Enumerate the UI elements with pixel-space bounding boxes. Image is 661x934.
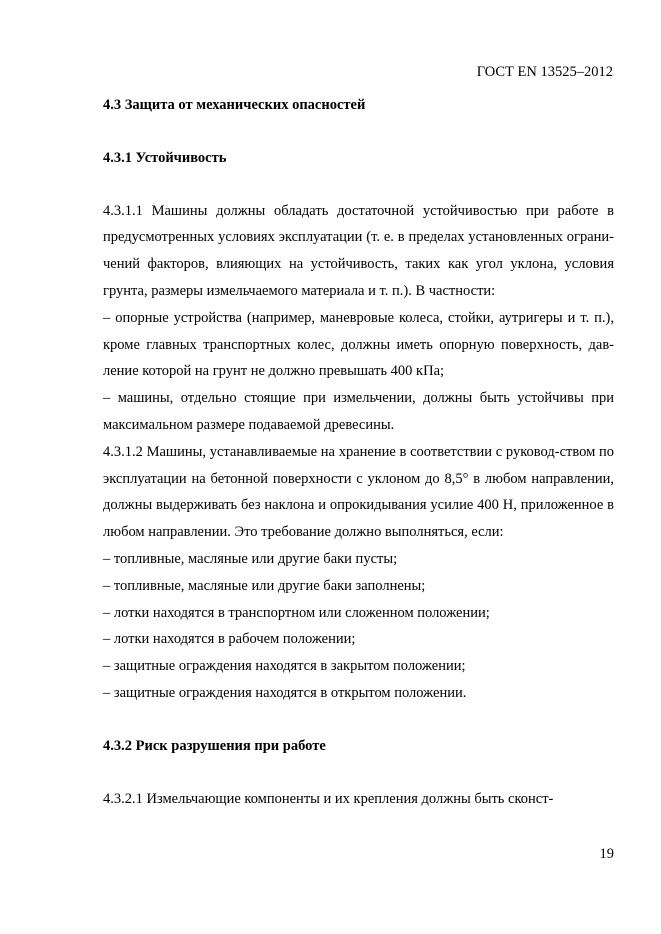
paragraph-support-devices bbox=[103, 305, 614, 385]
paragraph-text: 4.3.2.1 Измельчающие компоненты и их крепления должны быть сконст- bbox=[103, 790, 554, 807]
list-item: – защитные ограждения находятся в закрытом положении; bbox=[103, 658, 466, 675]
page-number: 19 bbox=[599, 846, 614, 862]
list-item: – топливные, масляные или другие баки пусты; bbox=[103, 550, 398, 567]
paragraph-text: 4.3.1.1 Машины должны обладать достаточной устойчивостью при работе в предусмотренных условиях эксплуатации (т. е. в пределах установленных ограни-чений факторов, влияющих на устойчивость, таких как угол уклона, условия грунта, размеры измельчаемого материала и т. п.). В частности: bbox=[103, 202, 614, 299]
document-body bbox=[103, 92, 614, 812]
list-item: – топливные, масляные или другие баки заполнены; bbox=[103, 577, 426, 594]
condition-list bbox=[103, 546, 614, 707]
subsection-title-breakage-risk: 4.3.2 Риск разрушения при работе bbox=[103, 737, 326, 754]
paragraph-standalone-machines bbox=[103, 385, 614, 439]
list-item: – лотки находятся в транспортном или сложенном положении; bbox=[103, 604, 490, 621]
paragraph-text: 4.3.1.2 Машины, устанавливаемые на хранение в соответствии с руковод-ством по эксплуатации на бетонной поверхности с уклоном до 8,5° в любом направлении, должны выдерживать без наклона и опрокидывания усилие 400 Н, приложенное в любом направлении. Это требование должно выполняться, если: bbox=[103, 443, 614, 541]
subsection-title-stability: 4.3.1 Устойчивость bbox=[103, 149, 227, 166]
list-item: – лотки находятся в рабочем положении; bbox=[103, 631, 356, 648]
paragraph-text: – машины, отдельно стоящие при измельчении, должны быть устойчивы при максимальном размере подаваемой древесины. bbox=[103, 390, 614, 433]
paragraph-text: – опорные устройства (например, маневровые колеса, стойки, аутригеры и т. п.), кроме главных транспортных колес, должны иметь опорную поверхность, дав-ление которой на грунт не должно превышать 400 кПа; bbox=[103, 309, 614, 380]
list-item: – защитные ограждения находятся в открытом положении. bbox=[103, 684, 467, 701]
section-title: 4.3 Защита от механических опасностей bbox=[103, 97, 366, 113]
document-code-header: ГОСТ EN 13525–2012 bbox=[476, 64, 613, 80]
paragraph-4-3-1-2 bbox=[103, 439, 614, 546]
paragraph-4-3-1-1 bbox=[103, 198, 614, 305]
paragraph-4-3-2-1 bbox=[103, 786, 614, 813]
